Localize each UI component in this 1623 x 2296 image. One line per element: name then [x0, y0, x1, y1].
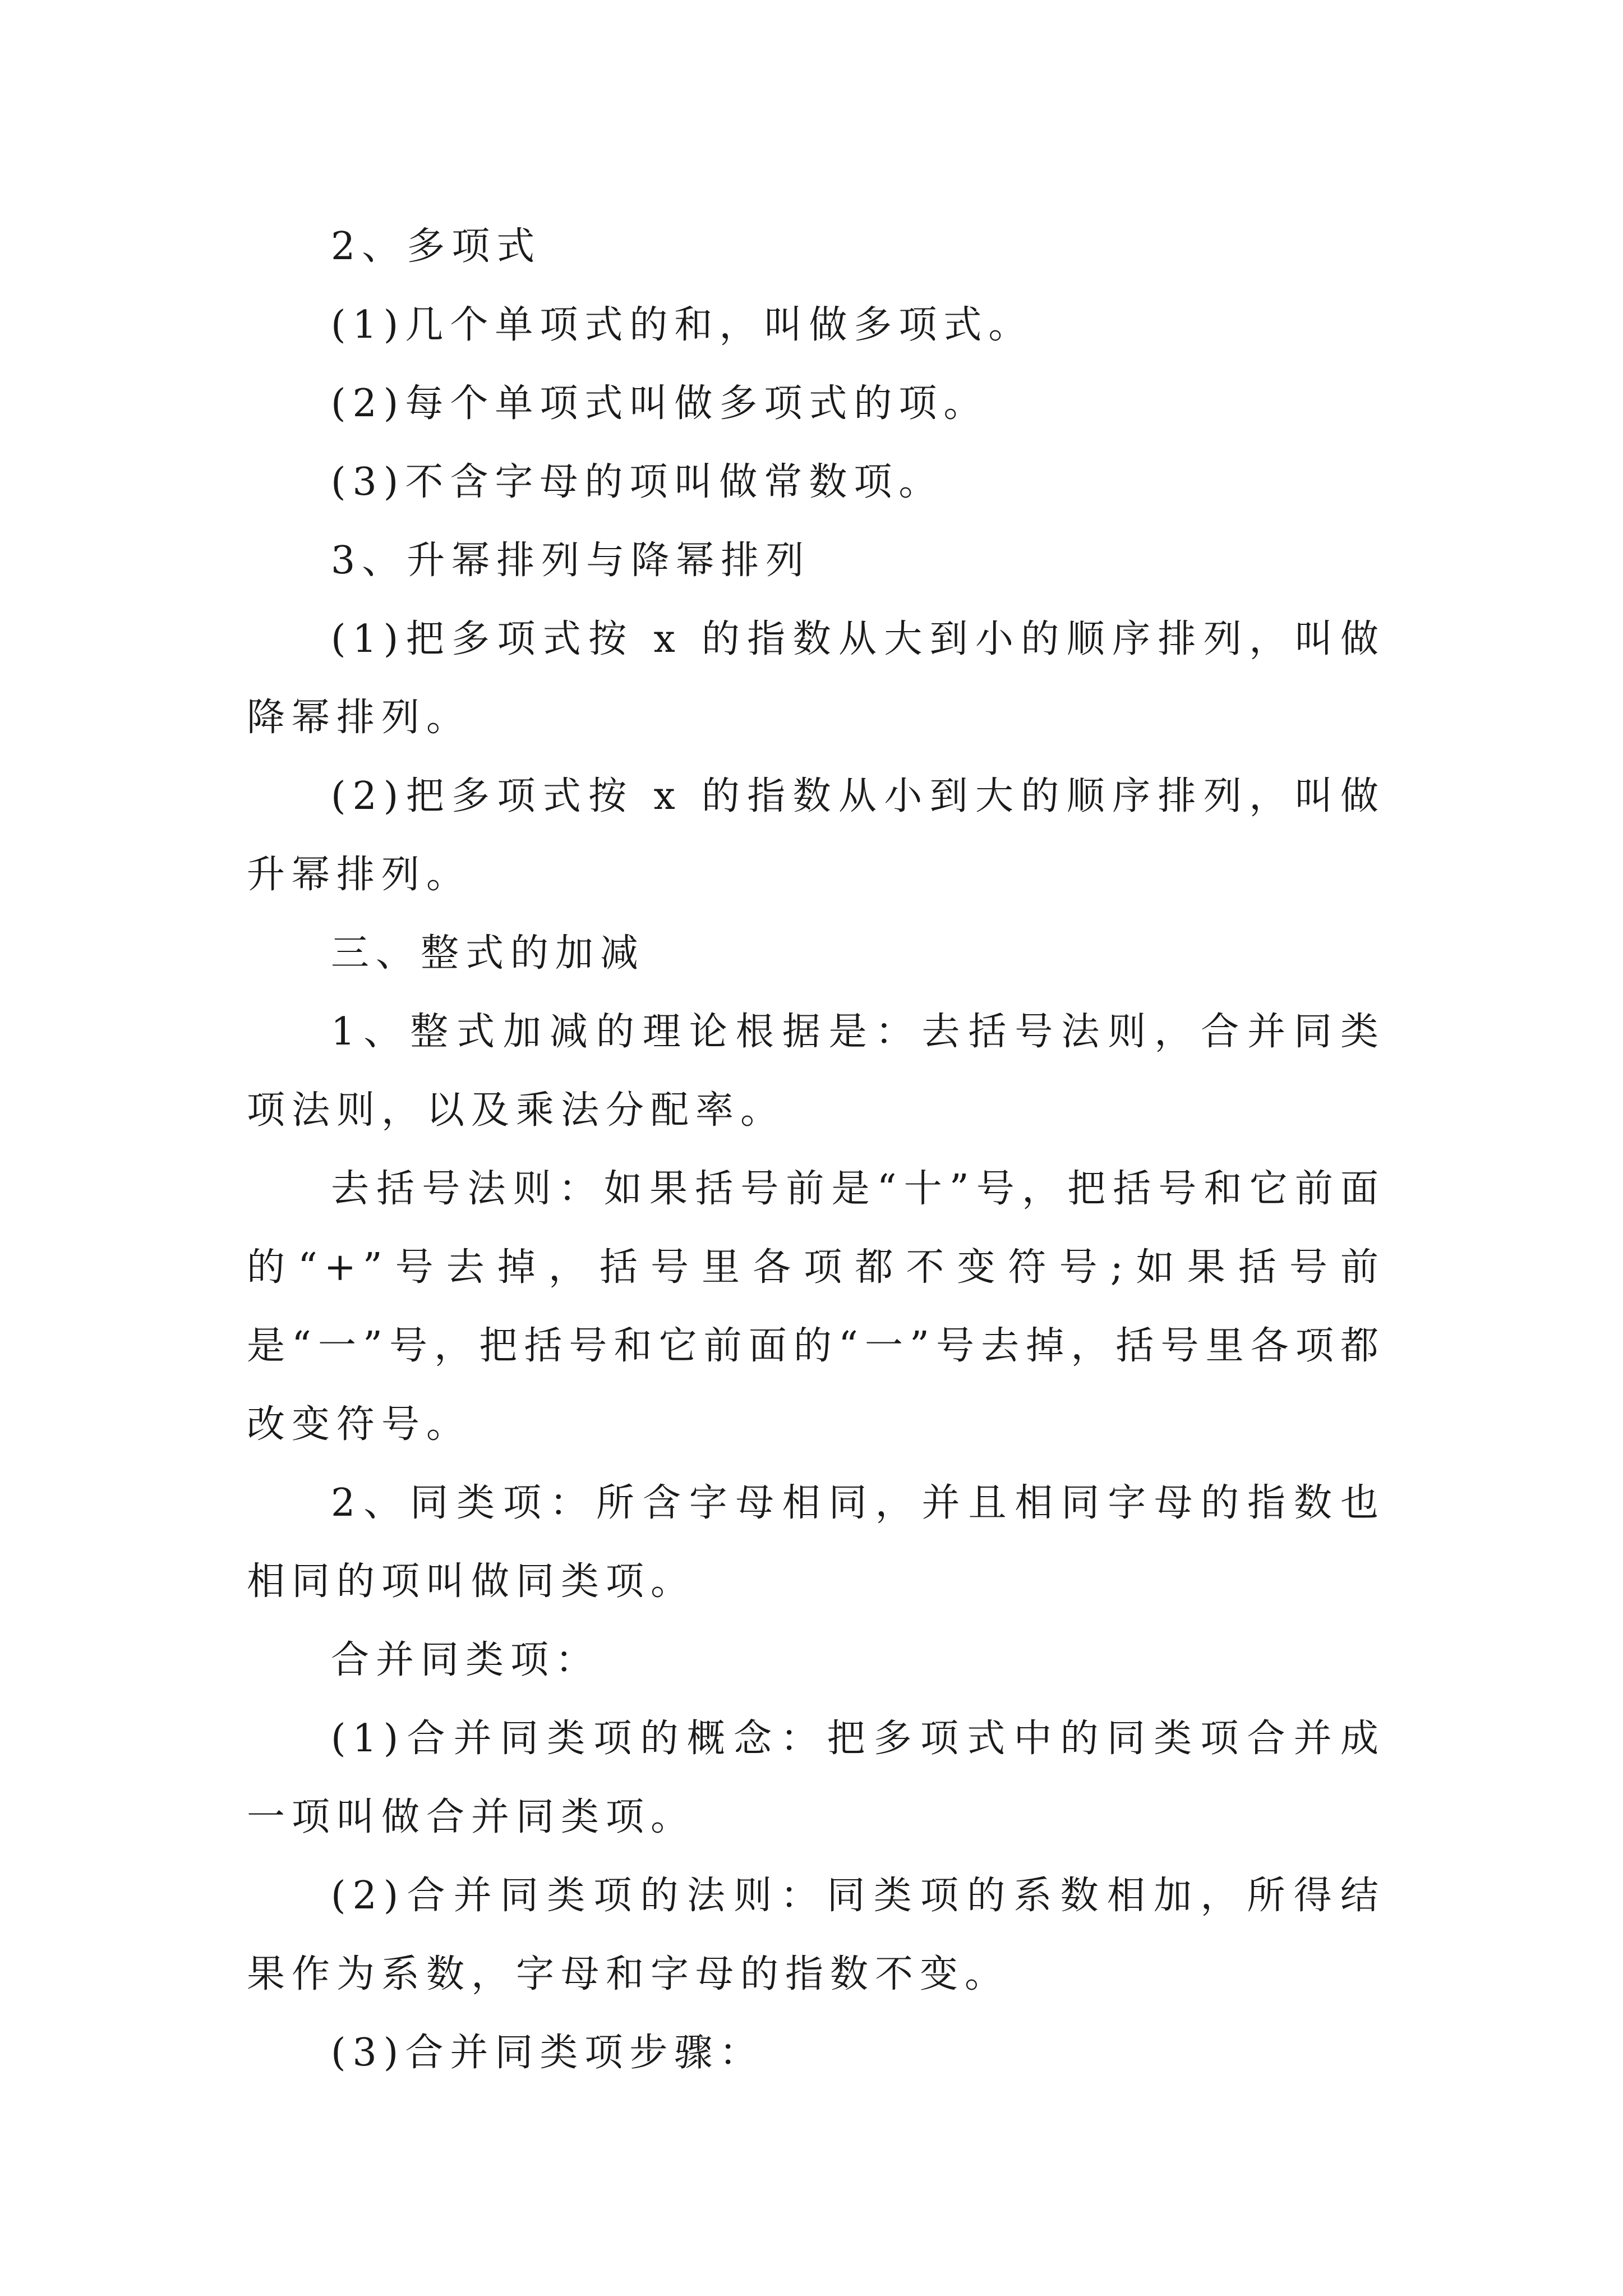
- paragraph-bracket-rule: 去括号法则：如果括号前是“十”号，把括号和它前面的“+”号去掉，括号里各项都不变符号;如果括号前是“一”号，把括号和它前面的“一”号去掉，括号里各项都改变符号。: [247, 1167, 1385, 1447]
- paragraph-polynomial-def-2: (2)每个单项式叫做多项式的项。: [331, 381, 989, 426]
- document-body: [247, 208, 1385, 2092]
- paragraph-theory-basis: 1、整式加减的理论根据是：去括号法则，合并同类项法则，以及乘法分配率。: [247, 1010, 1385, 1133]
- paragraph-like-terms: 2、同类项：所含字母相同，并且相同字母的指数也相同的项叫做同类项。: [247, 1481, 1385, 1604]
- paragraph-descending-order: (1)把多项式按 x 的指数从大到小的顺序排列，叫做降幂排列。: [247, 617, 1385, 740]
- paragraph-combine-steps: (3)合并同类项步骤：: [331, 2031, 764, 2075]
- paragraph-polynomial-def-1: (1)几个单项式的和，叫做多项式。: [331, 303, 1034, 347]
- heading-combine-like-terms: 合并同类项：: [331, 1638, 601, 1682]
- paragraph-combine-concept: (1)合并同类项的概念：把多项式中的同类项合并成一项叫做合并同类项。: [247, 1717, 1385, 1839]
- heading-addition-subtraction: 三、整式的加减: [331, 931, 645, 976]
- heading-polynomial: 2、多项式: [331, 224, 542, 269]
- paragraph-polynomial-def-3: (3)不含字母的项叫做常数项。: [331, 460, 944, 504]
- heading-power-ordering: 3、升幂排列与降幂排列: [331, 539, 811, 583]
- paragraph-combine-rule: (2)合并同类项的法则：同类项的系数相加，所得结果作为系数，字母和字母的指数不变。: [247, 1874, 1385, 1996]
- paragraph-ascending-order: (2)把多项式按 x 的指数从小到大的顺序排列，叫做升幂排列。: [247, 774, 1385, 897]
